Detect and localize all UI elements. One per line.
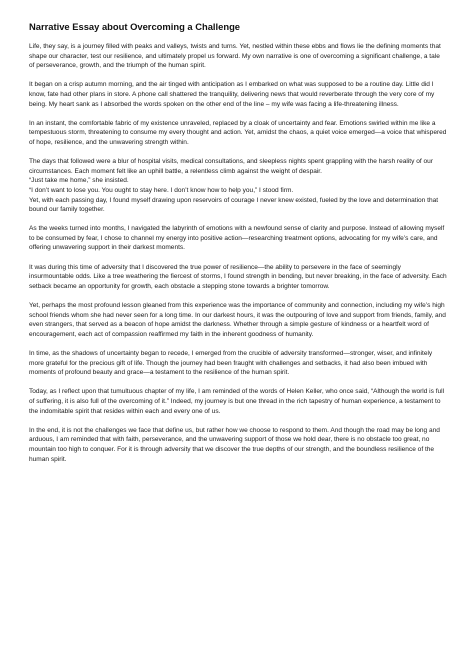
- paragraph-autumn-morning: It began on a crisp autumn morning, and the air tinged with anticipation as I embarked on what was supposed to be a routine day. Little did I know, fate had other plans in store. A phone call shattered the tranquility, delivering news that would reverberate through the very core of my being. My heart sank as I absorbed the words spoken on the other end of the line – my wife was facing a life-threatening illness.: [29, 81, 435, 108]
- paragraph-hospital-days: The days that followed were a blur of hospital visits, medical consultations, and sleepless nights spent grappling with the harsh reality of our circumstances. Each moment felt like an uphill battle, a relentless climb against the weight of despair.: [29, 158, 433, 175]
- paragraph-transformation: In time, as the shadows of uncertainty began to recede, I emerged from the crucible of adversity transformed—stronger, wiser, and infinitely more grateful for the precious gift of life. Though the journey had been fraught with challenges and setbacks, it had also been imbued with moments of profound beauty and grace—a testament to the resilience of the human spirit.: [29, 350, 433, 377]
- document-body: [29, 21, 447, 474]
- paragraph-community: Yet, perhaps the most profound lesson gleaned from this experience was the importance of community and connection, including my wife’s high school friends whom she had never seen for a long time. In our darkest hours, it was the outpouring of love and support from friends, family, and even strangers, that served as a beacon of hope amidst the darkness. Whether through a simple gesture of kindness or a heartfelt word of encouragement, each act of compassion reaffirmed my faith in the inherent goodness of humanity.: [29, 302, 446, 338]
- essay-title: Narrative Essay about Overcoming a Challenge: [29, 21, 241, 32]
- paragraph-uncertainty: In an instant, the comfortable fabric of my existence unraveled, replaced by a cloak of uncertainty and fear. Emotions swirled within me like a tempestuous storm, threatening to consume my every thought and action. Yet, amidst the chaos, a quiet voice emerged—a voice that whispered of hope, resilience, and the unwavering strength within.: [29, 119, 447, 146]
- paragraph-conclusion: In the end, it is not the challenges we face that define us, but rather how we choose to respond to them. And though the road may be long and arduous, I am reminded that with faith, perseverance, and the unwavering support of those we hold dear, there is no obstacle too great, no mountain too high to conquer. For it is through adversity that we discover the true depths of our strength, and the boundless resilience of the human spirit.: [29, 426, 440, 463]
- dialogue-line-narrator: “I don’t want to lose you. You ought to stay here. I don’t know how to help you,” I stood firm.: [29, 186, 294, 194]
- paragraph-reflection: Today, as I reflect upon that tumultuous chapter of my life, I am reminded of the words of Helen Keller, who once said, “Although the world is full of suffering, it is also full of the overcoming of it.” Indeed, my journey is but one thread in the rich tapestry of human experience, a testament to the indomitable spirit that resides within each and every one of us.: [29, 388, 445, 415]
- dialogue-line-wife: “Just take me home,” she insisted.: [29, 177, 129, 185]
- paragraph-courage: Yet, with each passing day, I found myself drawing upon reservoirs of courage I never knew existed, fueled by the love and determination that bound our family together.: [29, 196, 439, 214]
- paragraph-resilience: It was during this time of adversity that I discovered the true power of resilience—the ability to persevere in the face of seemingly insurmountable odds. Like a tree weathering the fiercest of storms, I found strength in bending, but never breaking, in the face of adversity. Each setback became an opportunity for growth, each obstacle a stepping stone towards a brighter tomorrow.: [29, 263, 447, 290]
- paragraph-intro: Life, they say, is a journey filled with peaks and valleys, twists and turns. Yet, nestled within these ebbs and flows lie the defining moments that shape our character, test our resilience, and ultimately propel us forward. My own narrative is one of overcoming a significant challenge, a tale of perseverance, growth, and the triumph of the human spirit.: [29, 43, 441, 70]
- paragraph-weeks-months: As the weeks turned into months, I navigated the labyrinth of emotions with a newfound sense of clarity and purpose. Instead of allowing myself to be consumed by fear, I chose to channel my energy into positive action—researching treatment options, advocating for my wife’s care, and offering unwavering support in their darkest moments.: [29, 225, 445, 252]
